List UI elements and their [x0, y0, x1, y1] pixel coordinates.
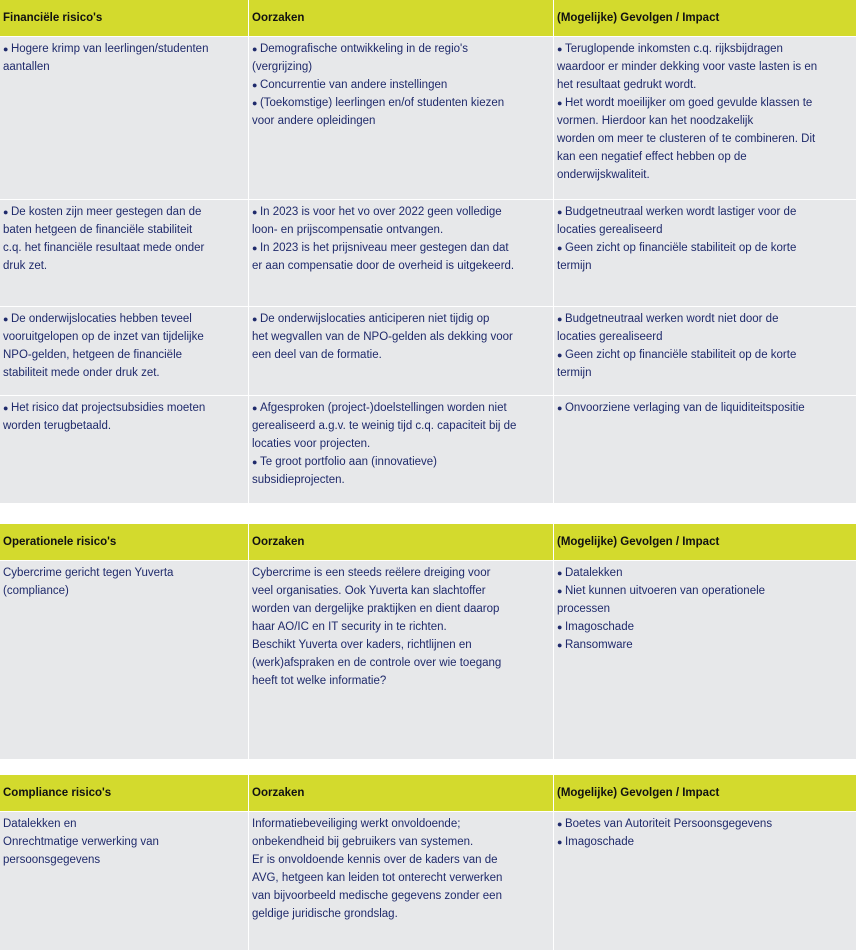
- text-line: Informatiebeveiliging werkt onvoldoende;: [252, 818, 461, 830]
- text-line: van bijvoorbeeld medische gegevens zonder een: [252, 890, 502, 902]
- text-line: Beschikt Yuverta over kaders, richtlijnen en: [252, 639, 472, 651]
- bullet-item: ● Geen zicht op financiële stabiliteit op de korte: [557, 346, 855, 364]
- causes-cell: [249, 307, 553, 395]
- risk-cell: [0, 200, 248, 306]
- text-line: locaties gerealiseerd: [557, 224, 663, 236]
- risk-column-header: Financiële risico's: [0, 0, 248, 36]
- bullet-item: ● Budgetneutraal werken wordt lastiger voor de: [557, 203, 855, 221]
- text-line: Cybercrime is een steeds reëlere dreiging voor: [252, 567, 491, 579]
- table-row: [0, 561, 856, 759]
- bullet-item: ● Imagoschade: [557, 618, 855, 636]
- text-line: loon- en prijscompensatie ontvangen.: [252, 224, 444, 236]
- impact-column-header: (Mogelijke) Gevolgen / Impact: [554, 775, 856, 811]
- bullet-item: ● Te groot portfolio aan (innovatieve): [252, 453, 550, 471]
- text-line: processen: [557, 603, 611, 615]
- bullet-item: ● Imagoschade: [557, 833, 855, 851]
- impact-column-header: (Mogelijke) Gevolgen / Impact: [554, 0, 856, 36]
- bullet-item: ● Hogere krimp van leerlingen/studenten: [3, 40, 245, 58]
- text-line: termijn: [557, 260, 592, 272]
- text-line: locaties gerealiseerd: [557, 331, 663, 343]
- table-row: [0, 307, 856, 395]
- text-line: stabiliteit mede onder druk zet.: [3, 367, 160, 379]
- bullet-item: ● In 2023 is voor het vo over 2022 geen volledige: [252, 203, 550, 221]
- text-line: termijn: [557, 367, 592, 379]
- causes-cell: [249, 200, 553, 306]
- bullet-item: ● Datalekken: [557, 564, 855, 582]
- text-line: NPO-gelden, hetgeen de financiële: [3, 349, 183, 361]
- risk-cell: [0, 396, 248, 503]
- bullet-item: ● Onvoorziene verlaging van de liquiditeitspositie: [557, 399, 855, 417]
- bullet-item: ● De onderwijslocaties anticiperen niet tijdig op: [252, 310, 550, 328]
- risk-cell: [0, 37, 248, 199]
- bullet-item: ● Afgesproken (project-)doelstellingen worden niet: [252, 399, 550, 417]
- text-line: gerealiseerd a.g.v. te weinig tijd c.q. capaciteit bij de: [252, 420, 517, 432]
- risk-column-header: Compliance risico's: [0, 775, 248, 811]
- text-line: locaties voor projecten.: [252, 438, 371, 450]
- bullet-item: ● De onderwijslocaties hebben teveel: [3, 310, 245, 328]
- impact-cell: [554, 200, 856, 306]
- table-row: [0, 200, 856, 306]
- operational-risks-table: [0, 524, 856, 759]
- risk-cell: [0, 812, 248, 950]
- impact-cell: [554, 37, 856, 199]
- text-line: geldige juridische grondslag.: [252, 908, 398, 920]
- bullet-item: ● Teruglopende inkomsten c.q. rijksbijdragen: [557, 40, 855, 58]
- compliance-risks-table: [0, 775, 856, 950]
- bullet-item: ● Ransomware: [557, 636, 855, 654]
- table-row: [0, 37, 856, 199]
- text-line: een deel van de formatie.: [252, 349, 382, 361]
- causes-column-header: Oorzaken: [249, 775, 553, 811]
- risk-column-header: Operationele risico's: [0, 524, 248, 560]
- text-line: persoonsgegevens: [3, 854, 101, 866]
- text-line: aantallen: [3, 61, 50, 73]
- causes-column-header: Oorzaken: [249, 524, 553, 560]
- text-line: (vergrijzing): [252, 61, 313, 73]
- impact-cell: [554, 812, 856, 950]
- bullet-item: ● Geen zicht op financiële stabiliteit op de korte: [557, 239, 855, 257]
- text-line: baten hetgeen de financiële stabiliteit: [3, 224, 193, 236]
- table-row: [0, 396, 856, 503]
- impact-cell: [554, 561, 856, 759]
- text-line: het wegvallen van de NPO-gelden als dekking voor: [252, 331, 513, 343]
- text-line: worden om meer te clusteren of te combineren. Dit: [557, 133, 816, 145]
- text-line: Onrechtmatige verwerking van: [3, 836, 159, 848]
- bullet-item: ● Niet kunnen uitvoeren van operationele: [557, 582, 855, 600]
- table-header-row: [0, 524, 856, 560]
- text-line: AVG, hetgeen kan leiden tot onterecht verwerken: [252, 872, 503, 884]
- causes-cell: [249, 812, 553, 950]
- text-line: (compliance): [3, 585, 69, 597]
- text-line: het resultaat gedrukt wordt.: [557, 79, 697, 91]
- bullet-item: ● Boetes van Autoriteit Persoonsgegevens: [557, 815, 855, 833]
- text-line: Cybercrime gericht tegen Yuverta: [3, 567, 174, 579]
- text-line: onbekendheid bij gebruikers van systemen.: [252, 836, 474, 848]
- impact-cell: [554, 396, 856, 503]
- text-line: (werk)afspraken en de controle over wie toegang: [252, 657, 502, 669]
- text-line: voor andere opleidingen: [252, 115, 376, 127]
- bullet-item: ● Het risico dat projectsubsidies moeten: [3, 399, 245, 417]
- text-line: waardoor er minder dekking voor vaste lasten is en: [557, 61, 818, 73]
- text-line: subsidieprojecten.: [252, 474, 345, 486]
- bullet-item: ● Concurrentie van andere instellingen: [252, 76, 550, 94]
- table-header-row: [0, 0, 856, 36]
- causes-cell: [249, 37, 553, 199]
- text-line: heeft tot welke informatie?: [252, 675, 387, 687]
- text-line: vooruitgelopen op de inzet van tijdelijke: [3, 331, 204, 343]
- text-line: vormen. Hierdoor kan het noodzakelijk: [557, 115, 754, 127]
- text-line: Datalekken en: [3, 818, 77, 830]
- text-line: Er is onvoldoende kennis over de kaders van de: [252, 854, 498, 866]
- bullet-item: ● Demografische ontwikkeling in de regio's: [252, 40, 550, 58]
- bullet-item: ● (Toekomstige) leerlingen en/of studenten kiezen: [252, 94, 550, 112]
- text-line: druk zet.: [3, 260, 48, 272]
- bullet-item: ● Het wordt moeilijker om goed gevulde klassen te: [557, 94, 855, 112]
- text-line: worden terugbetaald.: [3, 420, 112, 432]
- text-line: kan een negatief effect hebben op de: [557, 151, 747, 163]
- risk-cell: [0, 307, 248, 395]
- causes-cell: [249, 561, 553, 759]
- bullet-item: ● De kosten zijn meer gestegen dan de: [3, 203, 245, 221]
- text-line: worden van dergelijke praktijken en dient daarop: [252, 603, 500, 615]
- text-line: veel organisaties. Ook Yuverta kan slachtoffer: [252, 585, 486, 597]
- table-row: [0, 812, 856, 950]
- causes-cell: [249, 396, 553, 503]
- impact-column-header: (Mogelijke) Gevolgen / Impact: [554, 524, 856, 560]
- risk-cell: [0, 561, 248, 759]
- impact-cell: [554, 307, 856, 395]
- text-line: haar AO/IC en IT security in te richten.: [252, 621, 447, 633]
- table-header-row: [0, 775, 856, 811]
- bullet-item: ● Budgetneutraal werken wordt niet door de: [557, 310, 855, 328]
- text-line: er aan compensatie door de overheid is uitgekeerd.: [252, 260, 515, 272]
- text-line: c.q. het financiële resultaat mede onder: [3, 242, 205, 254]
- bullet-item: ● In 2023 is het prijsniveau meer gestegen dan dat: [252, 239, 550, 257]
- text-line: onderwijskwaliteit.: [557, 169, 650, 181]
- causes-column-header: Oorzaken: [249, 0, 553, 36]
